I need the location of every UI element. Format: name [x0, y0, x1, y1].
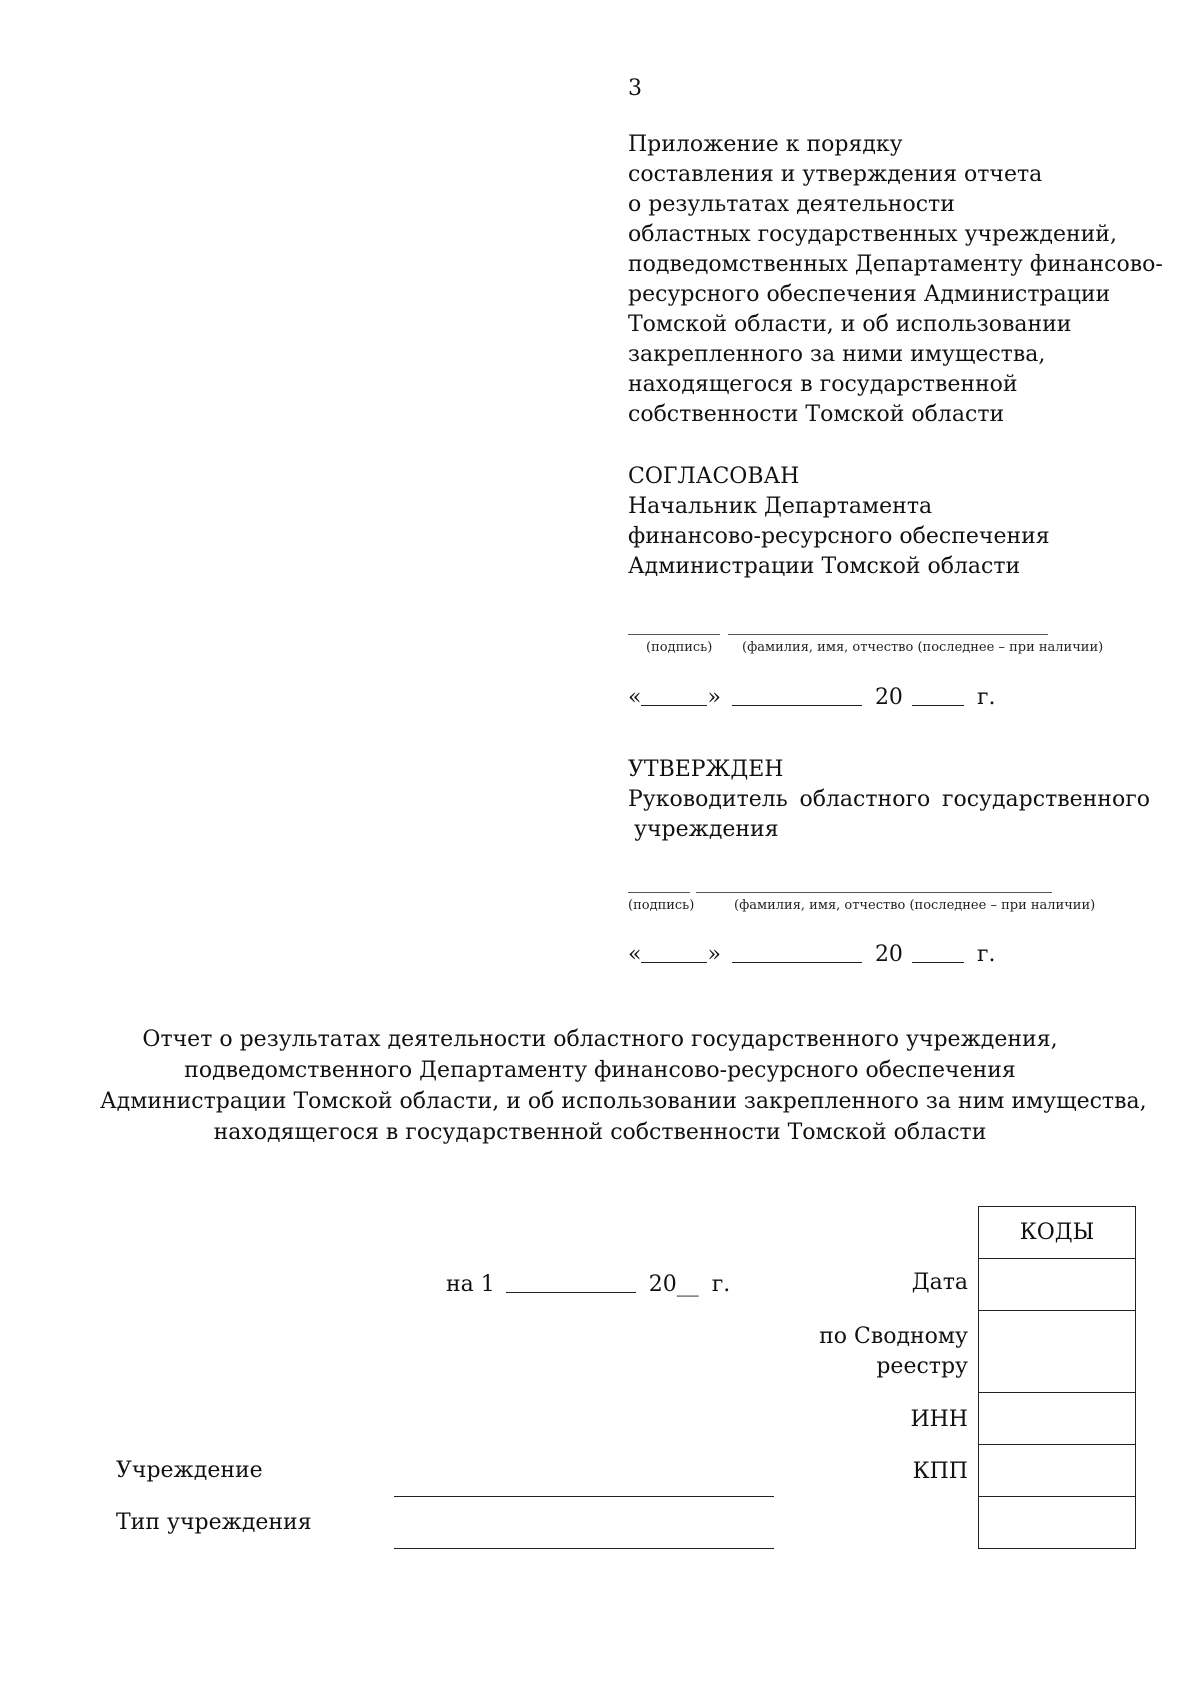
code-cell-type[interactable] — [979, 1497, 1136, 1549]
appendix-line: ресурсного обеспечения Администрации — [628, 282, 1111, 307]
appendix-line: собственности Томской области — [628, 402, 1005, 427]
approved-block — [628, 755, 1148, 845]
agreed-name-caption: (фамилия, имя, отчество (последнее – при наличии) — [742, 640, 1104, 655]
codes-table — [978, 1206, 1136, 1549]
month-blank[interactable] — [732, 685, 862, 706]
appendix-line: находящегося в государственной — [628, 372, 1018, 397]
institution-type-input-line[interactable] — [394, 1548, 774, 1549]
institution-type-label: Тип учреждения — [116, 1510, 312, 1535]
appendix-line: о результатах деятельности — [628, 192, 955, 217]
approved-sign-caption: (подпись) — [628, 898, 695, 913]
appendix-line: Томской области, и об использовании — [628, 312, 1072, 337]
code-cell-kpp[interactable] — [979, 1445, 1136, 1497]
approved-signature-line[interactable] — [628, 892, 690, 893]
year-prefix: 20 — [874, 942, 903, 967]
approved-title: УТВЕРЖДЕН — [628, 757, 784, 782]
year-suffix: г. — [976, 685, 996, 710]
agreed-line: финансово-ресурсного обеспечения — [628, 524, 1050, 549]
page-number: 3 — [628, 76, 642, 101]
day-blank[interactable] — [641, 685, 707, 706]
day-blank[interactable] — [641, 942, 707, 963]
report-title-line: находящегося в государственной собственности Томской области — [213, 1120, 987, 1145]
code-cell-inn[interactable] — [979, 1393, 1136, 1445]
agreed-signature-line[interactable] — [628, 634, 720, 635]
appendix-line: составления и утверждения отчета — [628, 162, 1043, 187]
codes-header: КОДЫ — [979, 1207, 1136, 1259]
appendix-line: подведомственных Департаменту финансово- — [628, 252, 1163, 277]
agreed-title: СОГЛАСОВАН — [628, 464, 800, 489]
report-title — [100, 1024, 1147, 1148]
label-date: Дата — [911, 1270, 968, 1295]
approved-word: областного — [799, 787, 931, 812]
institution-input-line[interactable] — [394, 1496, 774, 1497]
quote-close: » — [707, 685, 721, 710]
label-registry-1: по Сводному — [819, 1324, 968, 1349]
appendix-line: закрепленного за ними имущества, — [628, 342, 1046, 367]
year-blank[interactable] — [912, 942, 964, 963]
year-suffix: г. — [976, 942, 996, 967]
approved-line-2: учреждения — [634, 817, 779, 842]
label-inn: ИНН — [910, 1407, 968, 1432]
agreed-line: Администрации Томской области — [628, 554, 1021, 579]
approved-name-caption: (фамилия, имя, отчество (последнее – при наличии) — [734, 898, 1096, 913]
appendix-line: областных государственных учреждений, — [628, 222, 1117, 247]
as-of-suffix: г. — [711, 1272, 731, 1297]
approved-date — [628, 942, 995, 967]
code-cell-registry[interactable] — [979, 1311, 1136, 1393]
agreed-sign-caption: (подпись) — [646, 640, 713, 655]
appendix-line: Приложение к порядку — [628, 132, 903, 157]
approved-name-line[interactable] — [696, 892, 1052, 893]
institution-label: Учреждение — [116, 1458, 263, 1483]
quote-open: « — [628, 685, 642, 710]
label-kpp: КПП — [912, 1459, 968, 1484]
agreed-line: Начальник Департамента — [628, 494, 933, 519]
report-date — [446, 1272, 730, 1297]
year-blank[interactable] — [912, 685, 964, 706]
year-prefix: 20 — [874, 685, 903, 710]
quote-close: » — [707, 942, 721, 967]
as-of-prefix: на 1 — [446, 1272, 495, 1297]
month-blank[interactable] — [506, 1272, 636, 1293]
agreed-date — [628, 685, 995, 710]
report-title-line: Администрации Томской области, и об использовании закрепленного за ним имущества, — [100, 1089, 1147, 1114]
report-title-line: подведомственного Департаменту финансово-ресурсного обеспечения — [184, 1058, 1016, 1083]
as-of-year: 20__ — [648, 1272, 699, 1297]
label-registry-2: реестру — [876, 1354, 968, 1379]
approved-word: государственного — [941, 787, 1150, 812]
agreed-name-line[interactable] — [728, 634, 1048, 635]
code-cell-date[interactable] — [979, 1259, 1136, 1311]
month-blank[interactable] — [732, 942, 862, 963]
quote-open: « — [628, 942, 642, 967]
approved-word: Руководитель — [628, 787, 788, 812]
agreed-block — [628, 462, 1148, 582]
appendix-header — [628, 130, 1163, 430]
report-title-line: Отчет о результатах деятельности областного государственного учреждения, — [142, 1027, 1058, 1052]
approved-line-1 — [628, 785, 1150, 815]
